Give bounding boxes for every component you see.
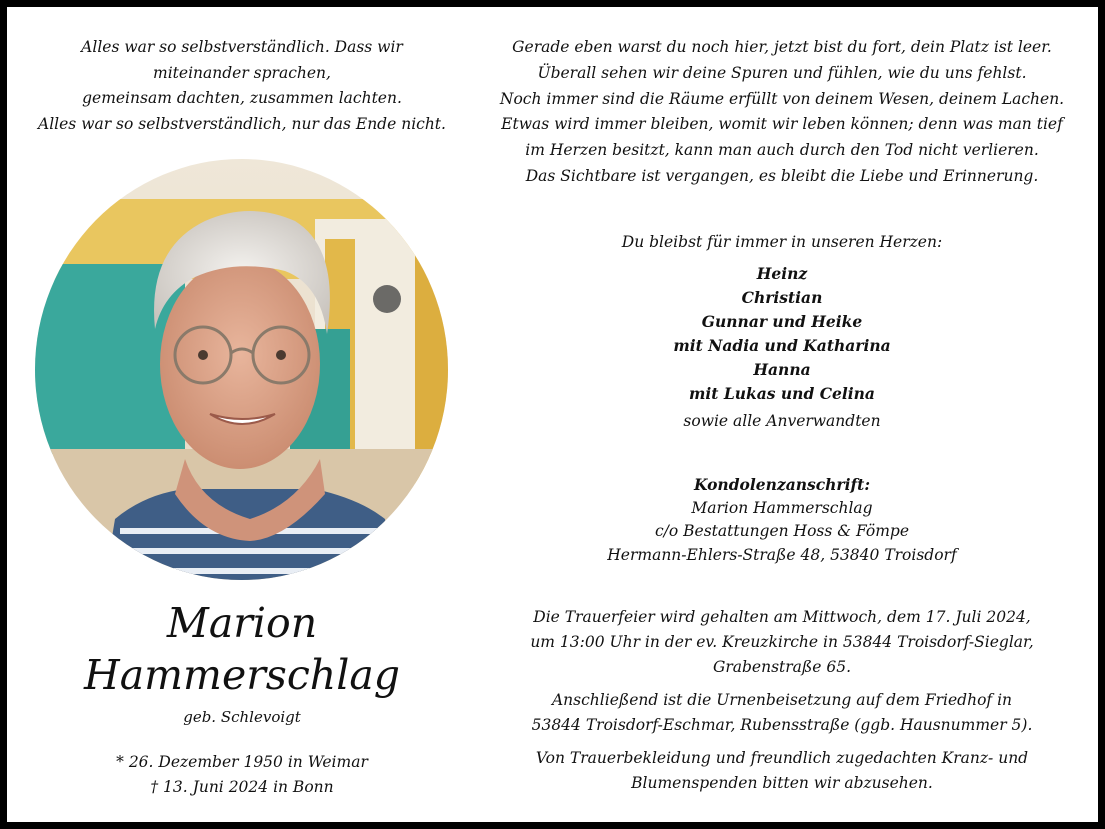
mourning-request xyxy=(482,746,1082,796)
mourner-name: Christian xyxy=(741,288,823,307)
urn-burial xyxy=(482,688,1082,738)
portrait-photo xyxy=(35,159,448,580)
funeral-details xyxy=(482,605,1082,804)
mourners-list xyxy=(482,262,1082,406)
mourner-name: mit Lukas und Celina xyxy=(689,384,875,403)
poem-left-line: Alles war so selbstverständlich, nur das Ende nicht. xyxy=(38,114,446,133)
birth-date: * 26. Dezember 1950 in Weimar xyxy=(116,753,368,771)
condolence-line: Marion Hammerschlag xyxy=(691,498,873,517)
poem-left-line: Alles war so selbstverständlich. Dass wir xyxy=(81,38,403,56)
poem-left-line: gemeinsam dachten, zusammen lachten. xyxy=(82,89,402,107)
condolence-address xyxy=(482,473,1082,567)
obituary-card xyxy=(7,7,1098,822)
life-dates xyxy=(7,750,477,800)
poem-right-line: im Herzen besitzt, kann man auch durch den Tod nicht verlieren. xyxy=(525,141,1039,160)
last-name: Hammerschlag xyxy=(83,651,401,699)
poem-right-line: Etwas wird immer bleiben, womit wir leben können; denn was man tief xyxy=(501,115,1063,134)
poem-right-line: Noch immer sind die Räume erfüllt von deinem Wesen, deinem Lachen. xyxy=(499,89,1065,108)
maiden-name: geb. Schlevoigt xyxy=(183,708,301,726)
relatives-note: sowie alle Anverwandten xyxy=(683,412,881,430)
condolence-line: c/o Bestattungen Hoss & Fömpe xyxy=(654,522,910,540)
poem-right xyxy=(482,35,1082,190)
poem-left xyxy=(7,35,477,137)
condolence-heading: Kondolenzanschrift: xyxy=(693,475,871,494)
urn-burial-line: Anschließend ist die Urnenbeisetzung auf dem Friedhof in xyxy=(551,691,1013,709)
funeral-service xyxy=(482,605,1082,680)
mourner-name: Heinz xyxy=(756,264,808,283)
funeral-service-line: Die Trauerfeier wird gehalten am Mittwoch, dem 17. Juli 2024, xyxy=(533,608,1031,626)
mourner-name: mit Nadia und Katharina xyxy=(673,336,891,355)
mourners-intro: Du bleibst für immer in unseren Herzen: xyxy=(621,233,943,251)
poem-right-line: Das Sichtbare ist vergangen, es bleibt die Liebe und Erinnerung. xyxy=(525,166,1039,185)
funeral-service-line: um 13:00 Uhr in der ev. Kreuzkirche in 53844 Troisdorf-Sieglar, xyxy=(530,633,1034,651)
mourning-request-line: Blumenspenden bitten wir abzusehen. xyxy=(631,774,933,792)
urn-burial-line: 53844 Troisdorf-Eschmar, Rubensstraße (ggb. Hausnummer 5). xyxy=(531,716,1033,734)
poem-right-line: Gerade eben warst du noch hier, jetzt bist du fort, dein Platz ist leer. xyxy=(512,38,1052,56)
condolence-line: Hermann-Ehlers-Straße 48, 53840 Troisdorf xyxy=(607,545,957,564)
mourning-request-line: Von Trauerbekleidung und freundlich zugedachten Kranz- und xyxy=(535,749,1029,767)
mourner-name: Hanna xyxy=(753,360,811,379)
mourner-name: Gunnar und Heike xyxy=(701,312,863,331)
deceased-name xyxy=(7,597,477,701)
first-name: Marion xyxy=(166,599,318,647)
left-column xyxy=(7,7,482,822)
death-date: † 13. Juni 2024 in Bonn xyxy=(150,778,334,796)
poem-left-line: miteinander sprachen, xyxy=(153,63,331,82)
poem-right-line: Überall sehen wir deine Spuren und fühlen, wie du uns fehlst. xyxy=(537,63,1027,82)
funeral-service-line: Grabenstraße 65. xyxy=(712,658,852,676)
right-column xyxy=(482,7,1098,822)
